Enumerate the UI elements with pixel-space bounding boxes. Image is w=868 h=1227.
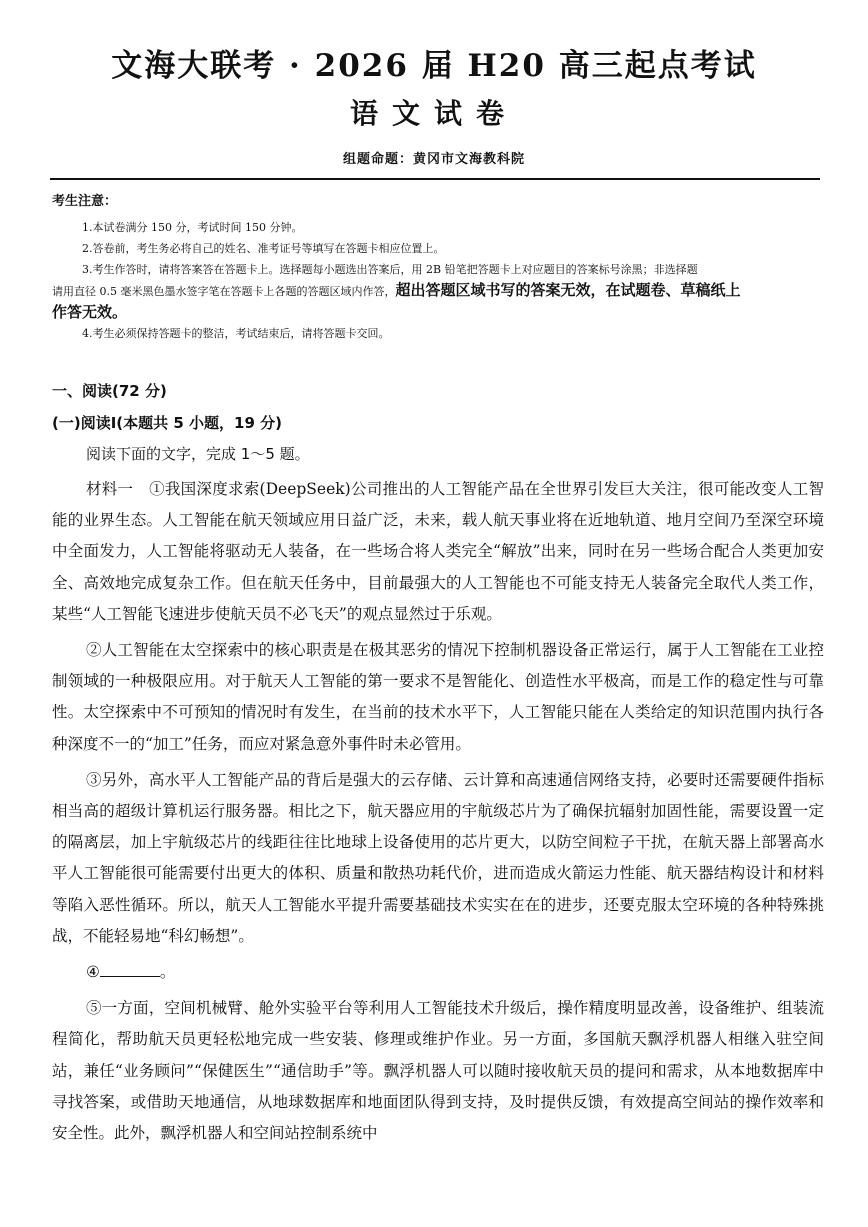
part-heading: 一、阅读(72 分) bbox=[52, 382, 167, 400]
candidate-notice bbox=[52, 190, 822, 344]
exam-title: 文海大联考 · 2026 届 H20 高三起点考试 bbox=[111, 48, 757, 84]
notice-item-2: 2.答卷前，考生务必将自己的姓名、准考证号等填写在答题卡相应位置上。 bbox=[82, 242, 445, 255]
notice-item-3-emphasis: 超出答题区域书写的答案无效，在试题卷、草稿纸上 bbox=[395, 281, 741, 299]
notice-heading: 考生注意： bbox=[52, 194, 118, 209]
header-divider bbox=[50, 178, 820, 180]
paragraph-4-end: 。 bbox=[159, 963, 176, 982]
exam-organizer: 组题命题：黄冈市文海教科院 bbox=[342, 152, 525, 167]
notice-item-3: 3.考生作答时，请将答案答在答题卡上。选择题每小题选出答案后，用 2B 铅笔把答题卡上对应题目的答案标号涂黑；非选择题 bbox=[82, 263, 698, 276]
passage-paragraph-2: ②人工智能在太空探索中的核心职责是在极其恶劣的情况下控制机器设备正常运行，属于人工智能在工业控制领域的一种极限应用。对于航天人工智能的第一要求不是智能化、创造性水平极高，而是工作的稳定性与可靠性。太空探索中不可预知的情况时有发生，在当前的技术水平下，人工智能只能在人类给定的知识范围内执行各种深度不一的“加工”任务，而应对紧急意外事件时未必管用。 bbox=[52, 641, 824, 753]
subsection-heading: (一)阅读Ⅰ(本题共 5 小题，19 分) bbox=[52, 414, 282, 432]
reading-instruction: 阅读下面的文字，完成 1～5 题。 bbox=[86, 445, 310, 463]
passage-paragraph-4 bbox=[52, 957, 824, 988]
notice-item-3-continued bbox=[52, 280, 822, 302]
notice-item-1: 1.本试卷满分 150 分，考试时间 150 分钟。 bbox=[82, 221, 303, 234]
notice-item-3-text: 请用直径 0.5 毫米黑色墨水签字笔在答题卡上各题的答题区域内作答， bbox=[52, 285, 396, 298]
paragraph-4-number: ④ bbox=[86, 963, 100, 982]
passage-paragraph-5: ⑤一方面，空间机械臂、舱外实验平台等利用人工智能技术升级后，操作精度明显改善，设备维护、组装流程简化，帮助航天员更轻松地完成一些安装、修理或维护作业。另一方面，多国航天飘浮机器人相继入驻空间站，兼任“业务顾问”“保健医生”“通信助手”等。飘浮机器人可以随时接收航天员的提问和需求，从本地数据库中寻找答案，或借助天地通信，从地球数据库和地面团队得到支持，及时提供反馈，有效提高空间站的操作效率和安全性。此外，飘浮机器人和空间站控制系统中 bbox=[52, 999, 824, 1143]
notice-item-4: 4.考生必须保持答题卡的整洁，考试结束后，请将答题卡交回。 bbox=[82, 327, 390, 340]
passage-paragraph-1: 材料一 ①我国深度求索(DeepSeek)公司推出的人工智能产品在全世界引发巨大关注，很可能改变人工智能的业界生态。人工智能在航天领域应用日益广泛，未来，载人航天事业将在近地轨道、地月空间乃至深空环境中全面发力，人工智能将驱动无人装备，在一些场合将人类完全“解放”出来，同时在另一些场合配合人类更加安全、高效地完成复杂工作。但在航天任务中，目前最强大的人工智能也不可能支持无人装备完全取代人类工作，某些“人工智能飞速进步使航天员不必飞天”的观点显然过于乐观。 bbox=[52, 480, 824, 623]
exam-subtitle: 语文试卷 bbox=[349, 97, 518, 130]
reading-passage bbox=[52, 474, 824, 1154]
passage-paragraph-3: ③另外，高水平人工智能产品的背后是强大的云存储、云计算和高速通信网络支持，必要时还需要硬件指标相当高的超级计算机运行服务器。相比之下，航天器应用的宇航级芯片为了确保抗辐射加固性能，需要设置一定的隔离层，加上宇航级芯片的线距往往比地球上设备使用的芯片更大，以防空间粒子干扰，在航天器上部署高水平人工智能很可能需要付出更大的体积、质量和散热功耗代价，进而造成火箭运力性能、航天器结构设计和材料等陷入恶性循环。所以，航天人工智能水平提升需要基础技术实实在在的进步，还要克服太空环境的各种特殊挑战，不能轻易地“科幻畅想”。 bbox=[52, 770, 824, 945]
notice-item-3-end: 作答无效。 bbox=[52, 303, 128, 321]
fill-in-blank bbox=[100, 958, 160, 977]
